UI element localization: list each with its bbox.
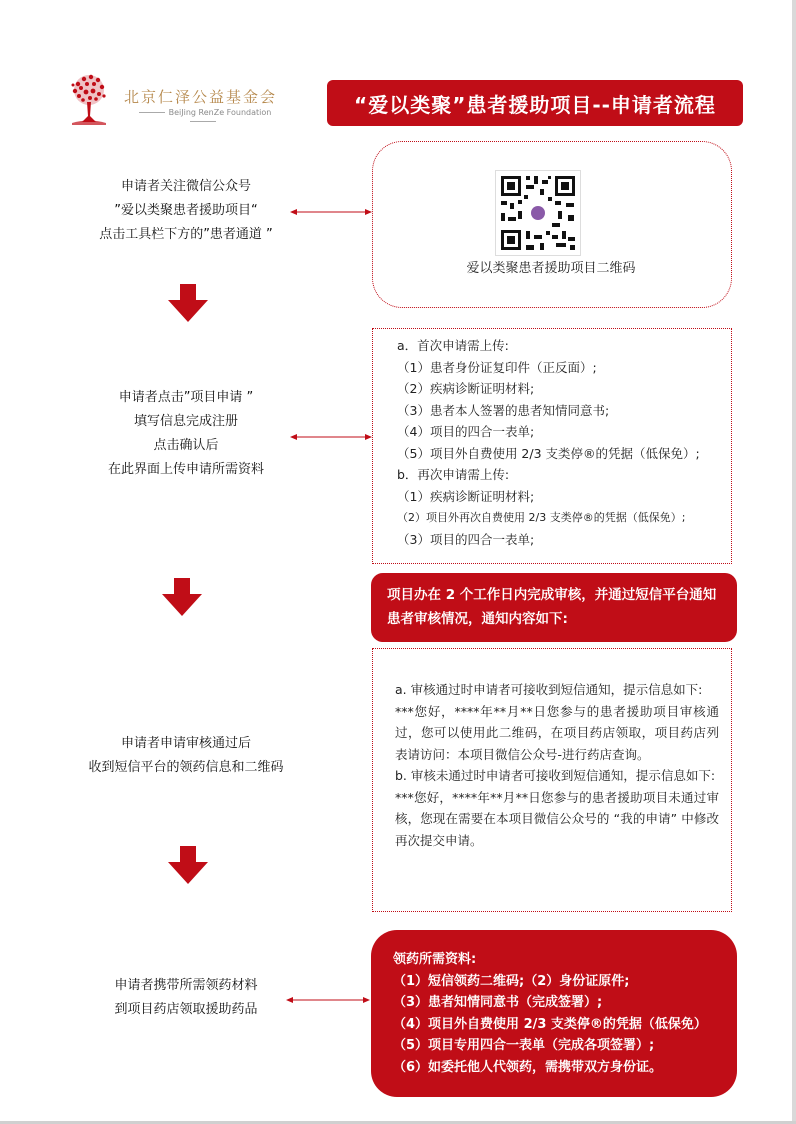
pickup-materials-panel xyxy=(371,930,737,1097)
double-arrow-icon xyxy=(286,996,370,1004)
step4-description xyxy=(56,732,316,780)
sms-message: ***您好，****年**月**日您参与的患者援助项目审核通过，您可以使用此二维码，在项目药店领取，项目药店列表请访问：本项目微信公众号-进行药店查询。 xyxy=(395,703,719,762)
step5-line: 申请者携带所需领药材料 xyxy=(114,978,258,993)
step1-line: 申请者关注微信公众号 xyxy=(120,179,251,194)
down-arrow-icon xyxy=(168,846,208,884)
step2-description xyxy=(56,386,316,482)
step2-line: 申请者点击”项目申请 ” xyxy=(118,390,254,405)
sms-notice-panel xyxy=(372,648,732,912)
step2-line: 填写信息完成注册 xyxy=(133,414,238,429)
requirement-heading: b．再次申请需上传: xyxy=(397,467,510,482)
qr-code-image xyxy=(495,170,581,256)
materials-item: （4）项目外自费使用 2/3 支类停®的凭据（低保免） xyxy=(393,1016,707,1032)
page-title-text: “爱以类聚”患者援助项目--申请者流程 xyxy=(354,92,716,117)
step5-line: 到项目药店领取援助药品 xyxy=(114,1002,258,1017)
down-arrow-icon xyxy=(162,578,202,616)
step1-line: ”爱以类聚患者援助项目“ xyxy=(114,203,258,218)
materials-item: （3）患者知情同意书（完成签署）; xyxy=(393,995,603,1010)
double-arrow-icon xyxy=(290,208,372,216)
step4-line: 申请者申请审核通过后 xyxy=(120,736,251,751)
step4-line: 收到短信平台的领药信息和二维码 xyxy=(88,760,284,775)
requirement-heading: a．首次申请需上传: xyxy=(397,338,509,353)
materials-item: （1）短信领药二维码;（2）身份证原件; xyxy=(393,973,630,989)
requirement-item: （2）疾病诊断证明材料; xyxy=(397,381,535,396)
requirement-item: （1）患者身份证复印件（正反面）; xyxy=(397,359,597,375)
requirement-item: （3）项目的四合一表单; xyxy=(397,531,535,547)
double-arrow-icon xyxy=(290,433,372,441)
sms-case-heading: b. 审核未通过时申请者可接收到短信通知，提示信息如下: xyxy=(395,768,716,783)
requirement-item: （2）项目外再次自费使用 2/3 支类停®的凭据（低保免）; xyxy=(397,511,686,524)
page-title xyxy=(327,80,743,126)
down-arrow-icon xyxy=(168,284,208,322)
step2-line: 在此界面上传申请所需资料 xyxy=(107,462,264,477)
requirement-item: （1）疾病诊断证明材料; xyxy=(397,488,535,504)
requirement-item: （4）项目的四合一表单; xyxy=(397,424,535,439)
step1-line: 点击工具栏下方的”患者通道 ” xyxy=(99,227,273,242)
requirement-item: （3）患者本人签署的患者知情同意书; xyxy=(397,402,610,418)
materials-item: （6）如委托他人代领药，需携带双方身份证。 xyxy=(393,1059,663,1075)
page-edge-right xyxy=(792,0,796,1124)
step2-line: 点击确认后 xyxy=(153,438,219,453)
sms-case-heading: a. 审核通过时申请者可接收到短信通知，提示信息如下: xyxy=(395,682,703,697)
qr-code-caption: 爱以类聚患者援助项目二维码 xyxy=(466,261,636,276)
materials-heading: 领药所需资料: xyxy=(393,952,477,967)
foundation-logo-tree-icon xyxy=(66,70,112,126)
foundation-name-en: BeiJing RenZe Foundation xyxy=(124,108,282,126)
materials-item: （5）项目专用四合一表单（完成各项签署）; xyxy=(393,1038,655,1053)
requirement-item: （5）项目外自费使用 2/3 支类停®的凭据（低保免）; xyxy=(397,445,700,461)
sms-message: ***您好，****年**月**日您参与的患者援助项目未通过审核，您现在需要在本项目微信公众号的 “我的申请” 中修改再次提交申请。 xyxy=(395,789,719,848)
upload-requirements-panel xyxy=(372,328,732,564)
foundation-name-cn: 北京仁泽公益基金会 xyxy=(124,88,278,106)
review-notice-panel xyxy=(371,573,737,642)
step1-description xyxy=(56,175,316,247)
step5-description xyxy=(56,974,316,1022)
review-notice-text: 项目办在 2 个工作日内完成审核，并通过短信平台通知患者审核情况，通知内容如下: xyxy=(387,587,717,627)
